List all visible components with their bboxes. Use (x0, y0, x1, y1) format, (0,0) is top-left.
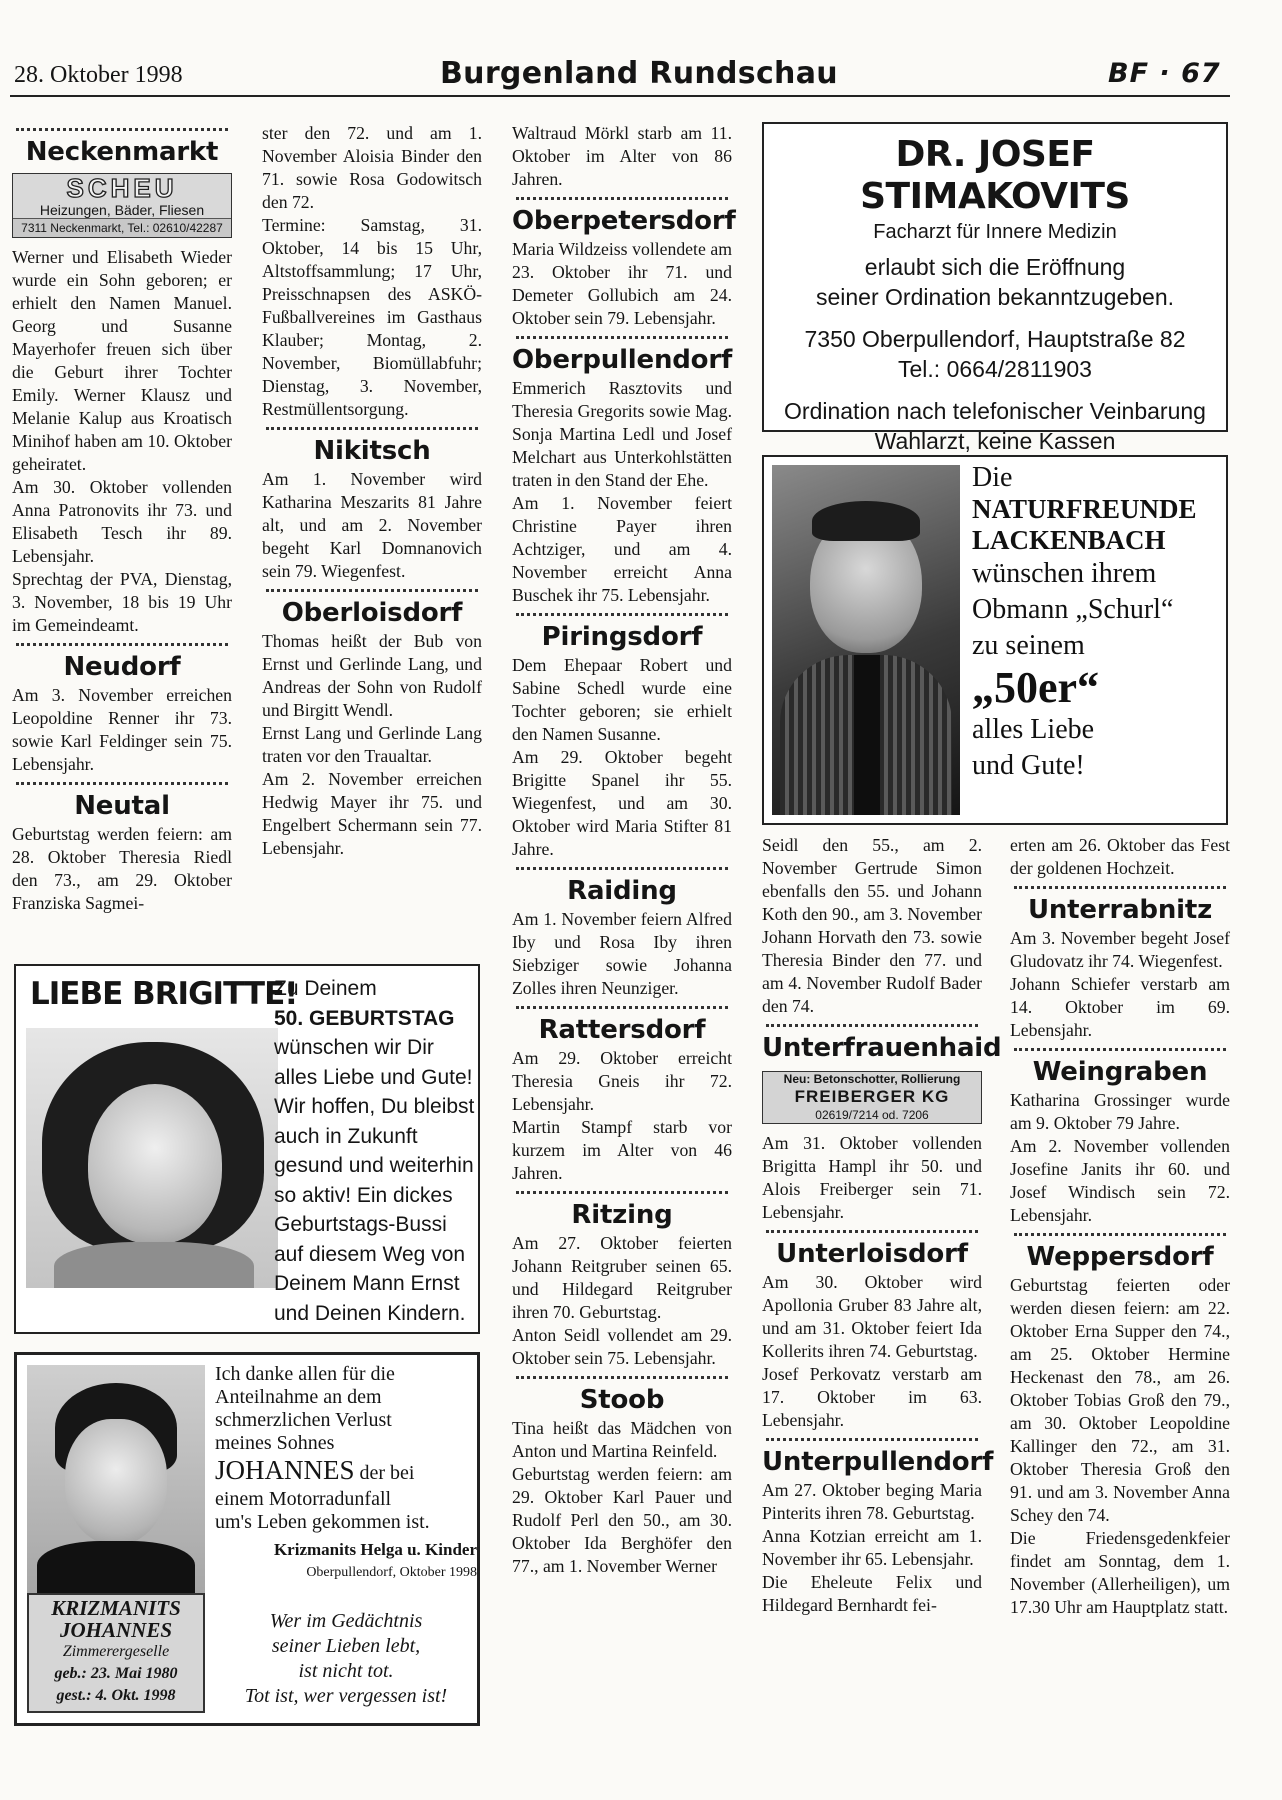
heading-oberloisdorf: Oberloisdorf (281, 598, 463, 628)
newspaper-title: Burgenland Rundschau (440, 56, 838, 91)
heading-oberpetersdorf: Oberpetersdorf (512, 206, 736, 236)
divider (16, 782, 228, 785)
divider (1014, 886, 1226, 889)
ad-line: auch in Zukunft (274, 1124, 418, 1148)
paragraph: Geburtstag werden feiern: am 29. Oktober Karl Pauer und Rudolf Perl den 50., am 30. Oktober Ida Berghöfer den 77., am 1. November Werner (512, 1464, 732, 1576)
column-3 (512, 122, 736, 1578)
quote-line: ist nicht tot. (298, 1660, 394, 1682)
heading-piringsdorf: Piringsdorf (541, 622, 703, 652)
ad-line: und Gute! (972, 750, 1085, 781)
paragraph: Die Friedensgedenkfeier findet am Sonntag, dem 1. November (Allerheiligen), um 17.30 Uhr am Hauptplatz statt. (1010, 1528, 1230, 1617)
ad-line: Ich danke allen für die (215, 1363, 395, 1385)
paragraph: Am 30. Oktober vollenden Anna Patronovits ihr 73. und Elisabeth Tesch ihr 89. Lebensjahr. (12, 477, 232, 566)
paragraph: Die Eheleute Felix und Hildegard Bernhardt fei- (762, 1572, 982, 1615)
column-2 (262, 122, 482, 860)
divider (516, 1376, 728, 1379)
paragraph: Am 2. November erreichen Hedwig Mayer ihr 75. und Engelbert Schermann sein 77. Lebensjahr. (262, 769, 482, 858)
ad-naturfreunde (762, 455, 1228, 825)
paragraph: Maria Wildzeiss vollendete am 23. Oktober ihr 71. und Demeter Gollubich am 24. Oktober sein 79. Lebensjahr. (512, 239, 732, 328)
divider (516, 867, 728, 870)
ad-line: „50er“ (972, 663, 1100, 712)
scheu-ad (12, 173, 232, 238)
portrait-photo-obmann (772, 465, 960, 815)
heading-unterpullendorf: Unterpullendorf (762, 1447, 994, 1477)
paragraph: Geburtstag feierten oder werden diesen feiern: am 22. Oktober Erna Supper den 74., am 25. Oktober Hermine Heckenast den 78., am 26. Oktober Tobias Groß den 79., am 30. Oktober Leopoldine Kallinger den 72., am 31. Oktober Theresia Groß den 91. und am 3. November Anna Schey den 74. (1010, 1275, 1230, 1525)
ad-line: alles Liebe und Gute! (274, 1065, 473, 1089)
ad-line: Deinem Mann Ernst (274, 1272, 460, 1295)
ad-line: LACKENBACH (972, 525, 1166, 555)
plate-line: KRIZMANITS (51, 1596, 181, 1620)
freiberger-products: Neu: Betonschotter, Rollierung (783, 1072, 961, 1086)
freiberger-phone: 02619/7214 od. 7206 (815, 1108, 929, 1122)
ad-line: seiner Ordination bekanntzugeben. (815, 284, 1175, 310)
paragraph: Am 1. November feiern Alfred Iby und Rosa Iby ihren Siebziger sowie Johanna Zolles ihren Neunziger. (512, 909, 732, 998)
scheu-logo: SCHEU (66, 173, 178, 203)
ad-line: Anteilnahme an dem (215, 1386, 382, 1408)
heading-ritzing: Ritzing (571, 1200, 673, 1230)
paragraph: Am 27. Oktober beging Maria Pinterits ihren 78. Geburtstag. (762, 1480, 982, 1523)
memorial-quote (215, 1609, 477, 1709)
obituary-johannes (14, 1352, 480, 1726)
paragraph: Johann Schiefer verstarb am 14. Oktober im 69. Lebensjahr. (1010, 974, 1230, 1040)
divider (1014, 1233, 1226, 1236)
paragraph: ster den 72. und am 1. November Aloisia Binder den 71. sowie Rosa Godowitsch den 72. (262, 123, 482, 212)
issue-date: 28. Oktober 1998 (14, 62, 183, 88)
divider (766, 1024, 978, 1027)
ad-stimakovits (762, 122, 1228, 454)
ad-line: alles Liebe (972, 714, 1095, 745)
ad-line: Zu Deinem (274, 977, 377, 1000)
heading-neudorf: Neudorf (63, 652, 181, 682)
paragraph: Emmerich Rasztovits und Theresia Gregorits sowie Mag. Sonja Martina Ledl und Josef Melchart aus Unterkohlstätten traten in den Stand der Ehe. (512, 378, 732, 490)
ad-line: einem Motorradunfall (215, 1488, 392, 1510)
signature-line: Krizmanits Helga u. Kinder (273, 1540, 477, 1559)
page-number: BF · 67 (1108, 58, 1221, 89)
heading-unterrabnitz: Unterrabnitz (1027, 895, 1213, 925)
plate-line: JOHANNES (59, 1618, 173, 1642)
paragraph: Thomas heißt der Bub von Ernst und Gerlinde Lang, und Andreas der Sohn von Rudolf und Birgitt Wendl. (262, 631, 482, 720)
paragraph: Tina heißt das Mädchen von Anton und Martina Reinfeld. (512, 1418, 732, 1461)
freiberger-name: FREIBERGER KG (794, 1087, 950, 1106)
ad-line: 50. GEBURTSTAG (274, 1006, 455, 1030)
paragraph: erten am 26. Oktober das Fest der goldenen Hochzeit. (1010, 835, 1230, 878)
plate-line: geb.: 23. Mai 1980 (54, 1665, 178, 1682)
divider (1014, 1048, 1226, 1051)
ad-line: wünschen ihrem (972, 558, 1157, 589)
divider (266, 589, 478, 592)
header-rule (10, 95, 1230, 97)
column-5 (1010, 834, 1230, 1619)
ad-line: der bei (359, 1462, 415, 1484)
doctor-name: DR. JOSEF STIMAKOVITS (860, 134, 1130, 217)
paragraph: Martin Stampf starb vor kurzem im Alter von 46 Jahren. (512, 1117, 732, 1183)
deceased-name: JOHANNES (215, 1455, 355, 1485)
ad-line: auf diesem Weg von (274, 1242, 466, 1266)
divider (766, 1438, 978, 1441)
scheu-services: Heizungen, Bäder, Fliesen (39, 202, 205, 218)
divider (516, 613, 728, 616)
brigitte-headline: LIEBE BRIGITTE! (30, 976, 298, 1012)
plate-line: gest.: 4. Okt. 1998 (56, 1687, 176, 1704)
paragraph: Geburtstag werden feiern: am 28. Oktober Theresia Riedl den 73., am 29. Oktober Franziska Sagmei- (12, 824, 232, 913)
ad-line: erlaubt sich die Eröffnung (864, 254, 1126, 280)
paragraph: Am 27. Oktober feierten Johann Reitgruber seinen 65. und Hildegard Reitgruber ihren 70. Geburtstag. (512, 1233, 732, 1322)
paragraph: Sprechtag der PVA, Dienstag, 3. November, 18 bis 19 Uhr im Gemeindeamt. (12, 569, 232, 635)
ad-line: gesund und weiterhin (274, 1154, 474, 1177)
paragraph: Katharina Grossinger wurde am 9. Oktober 79 Jahre. (1010, 1090, 1230, 1133)
paragraph: Am 1. November wird Katharina Meszarits 81 Jahre alt, und am 2. November begeht Karl Domnanovich sein 79. Wiegenfest. (262, 469, 482, 581)
heading-weingraben: Weingraben (1032, 1057, 1208, 1087)
paragraph: Am 2. November vollenden Josefine Janits ihr 60. und Josef Windisch sein 72. Lebensjahr. (1010, 1136, 1230, 1225)
heading-neckenmarkt: Neckenmarkt (25, 137, 219, 167)
paragraph: Waltraud Mörkl starb am 11. Oktober im Alter von 86 Jahren. (512, 123, 732, 189)
ad-line: zu seinem (972, 630, 1085, 661)
paragraph: Am 29. Oktober erreicht Theresia Gneis ihr 72. Lebensjahr. (512, 1048, 732, 1114)
plate-line: Zimmerergeselle (62, 1643, 170, 1660)
divider (516, 197, 728, 200)
ad-line: so aktiv! Ein dickes (274, 1183, 453, 1207)
paragraph: Josef Perkovatz verstarb am 17. Oktober im 63. Lebensjahr. (762, 1364, 982, 1430)
naturfreunde-text (972, 461, 1222, 784)
portrait-photo-brigitte (26, 1028, 278, 1288)
ad-line: und Deinen Kindern. (274, 1301, 466, 1325)
divider (16, 643, 228, 646)
heading-unterfrauenhaid: Unterfrauenhaid (762, 1033, 1002, 1063)
heading-unterloisdorf: Unterloisdorf (776, 1239, 968, 1269)
heading-weppersdorf: Weppersdorf (1026, 1242, 1214, 1272)
column-1 (12, 122, 232, 915)
heading-oberpullendorf: Oberpullendorf (512, 345, 733, 375)
place-date: Oberpullendorf, Oktober 1998 (306, 1565, 477, 1580)
paragraph: Am 30. Oktober wird Apollonia Gruber 83 Jahre alt, und am 31. Oktober feiert Ida Kollerits ihren 74. Geburtstag. (762, 1272, 982, 1361)
paragraph: Werner und Elisabeth Wieder wurde ein Sohn geboren; er erhielt den Namen Manuel. Georg und Susanne Mayerhofer freuen sich über die Geburt ihrer Tochter Emily. Werner Klausz und Melanie Kalup aus Kroatisch Minihof haben am 10. Oktober geheiratet. (12, 247, 232, 474)
paragraph: Ernst Lang und Gerlinde Lang traten vor den Traualtar. (262, 723, 482, 766)
doctor-specialty: Facharzt für Innere Medizin (873, 221, 1117, 243)
quote-line: Wer im Gedächtnis (269, 1610, 423, 1632)
quote-line: Tot ist, wer vergessen ist! (244, 1685, 448, 1707)
ad-line: schmerzlichen Verlust (215, 1409, 392, 1431)
paragraph: Anna Kotzian erreicht am 1. November ihr 65. Lebensjahr. (762, 1526, 982, 1569)
ad-line (215, 1455, 477, 1488)
ad-line: NATURFREUNDE (972, 494, 1197, 524)
portrait-photo-johannes (27, 1365, 205, 1595)
divider (766, 1230, 978, 1233)
divider (516, 1006, 728, 1009)
paragraph: Am 1. November feiert Christine Payer ihren Achtziger, und am 4. November erreicht Anna Buschek ihr 75. Lebensjahr. (512, 493, 732, 605)
ad-line: Wahlarzt, keine Kassen (874, 428, 1116, 454)
paragraph: Dem Ehepaar Robert und Sabine Schedl wurde eine Tochter geboren; sie erhielt den Namen Susanne. (512, 655, 732, 744)
paragraph: Anton Seidl vollendet am 29. Oktober sein 75. Lebensjahr. (512, 1325, 732, 1368)
paragraph: Am 29. Oktober begeht Brigitte Spanel ihr 55. Wiegenfest, und am 30. Oktober wird Maria Stifter 81 Jahre. (512, 747, 732, 859)
heading-rattersdorf: Rattersdorf (538, 1015, 706, 1045)
heading-raiding: Raiding (567, 876, 677, 906)
paragraph: Seidl den 55., am 2. November Gertrude Simon ebenfalls den 55. und Johann Koth den 90., am 3. November Johann Horvath den 73. sowie Theresia Binder den 77. und am 4. November Rudolf Bader den 74. (762, 835, 982, 1016)
paragraph: Am 3. November begeht Josef Gludovatz ihr 74. Wiegenfest. (1010, 928, 1230, 971)
divider (516, 336, 728, 339)
brigitte-text (274, 974, 478, 1328)
scheu-contact: 7311 Neckenmarkt, Tel.: 02610/42287 (13, 218, 231, 237)
ad-brigitte (14, 964, 480, 1334)
divider (266, 427, 478, 430)
freiberger-ad (762, 1071, 982, 1124)
ad-line: Obmann „Schurl“ (972, 594, 1174, 625)
ad-line: wünschen wir Dir (274, 1036, 434, 1059)
quote-line: seiner Lieben lebt, (271, 1635, 421, 1657)
memorial-plate (27, 1593, 205, 1713)
ad-line: um's Leben gekommen ist. (215, 1511, 430, 1533)
ad-line: Geburtstags-Bussi (274, 1213, 447, 1236)
heading-neutal: Neutal (74, 791, 170, 821)
divider (516, 1191, 728, 1194)
ad-line: Die (972, 462, 1013, 493)
ad-line: Wir hoffen, Du bleibst (274, 1095, 475, 1118)
doctor-address: 7350 Oberpullendorf, Hauptstraße 82 (804, 326, 1186, 352)
column-4 (762, 834, 1002, 1617)
doctor-phone: Tel.: 0664/2811903 (898, 356, 1092, 382)
ad-line: Ordination nach telefonischer Veinbarung (784, 398, 1206, 424)
heading-nikitsch: Nikitsch (313, 436, 431, 466)
divider (16, 128, 228, 131)
paragraph: Am 31. Oktober vollenden Brigitta Hampl ihr 50. und Alois Freiberger sein 71. Lebensjahr. (762, 1133, 982, 1222)
ad-line: meines Sohnes (215, 1432, 335, 1454)
obituary-text (215, 1363, 477, 1584)
paragraph: Am 3. November erreichen Leopoldine Renner ihr 73. sowie Karl Feldinger sein 75. Lebensjahr. (12, 685, 232, 774)
paragraph: Termine: Samstag, 31. Oktober, 14 bis 15 Uhr, Altstoffsammlung; 17 Uhr, Preisschnapsen des ASKÖ-Fußballvereines im Gasthaus Klauber; Montag, 2. November, Biomüllabfuhr; Dienstag, 3. November, Restmüllentsorgung. (262, 215, 482, 419)
heading-stoob: Stoob (579, 1385, 665, 1415)
